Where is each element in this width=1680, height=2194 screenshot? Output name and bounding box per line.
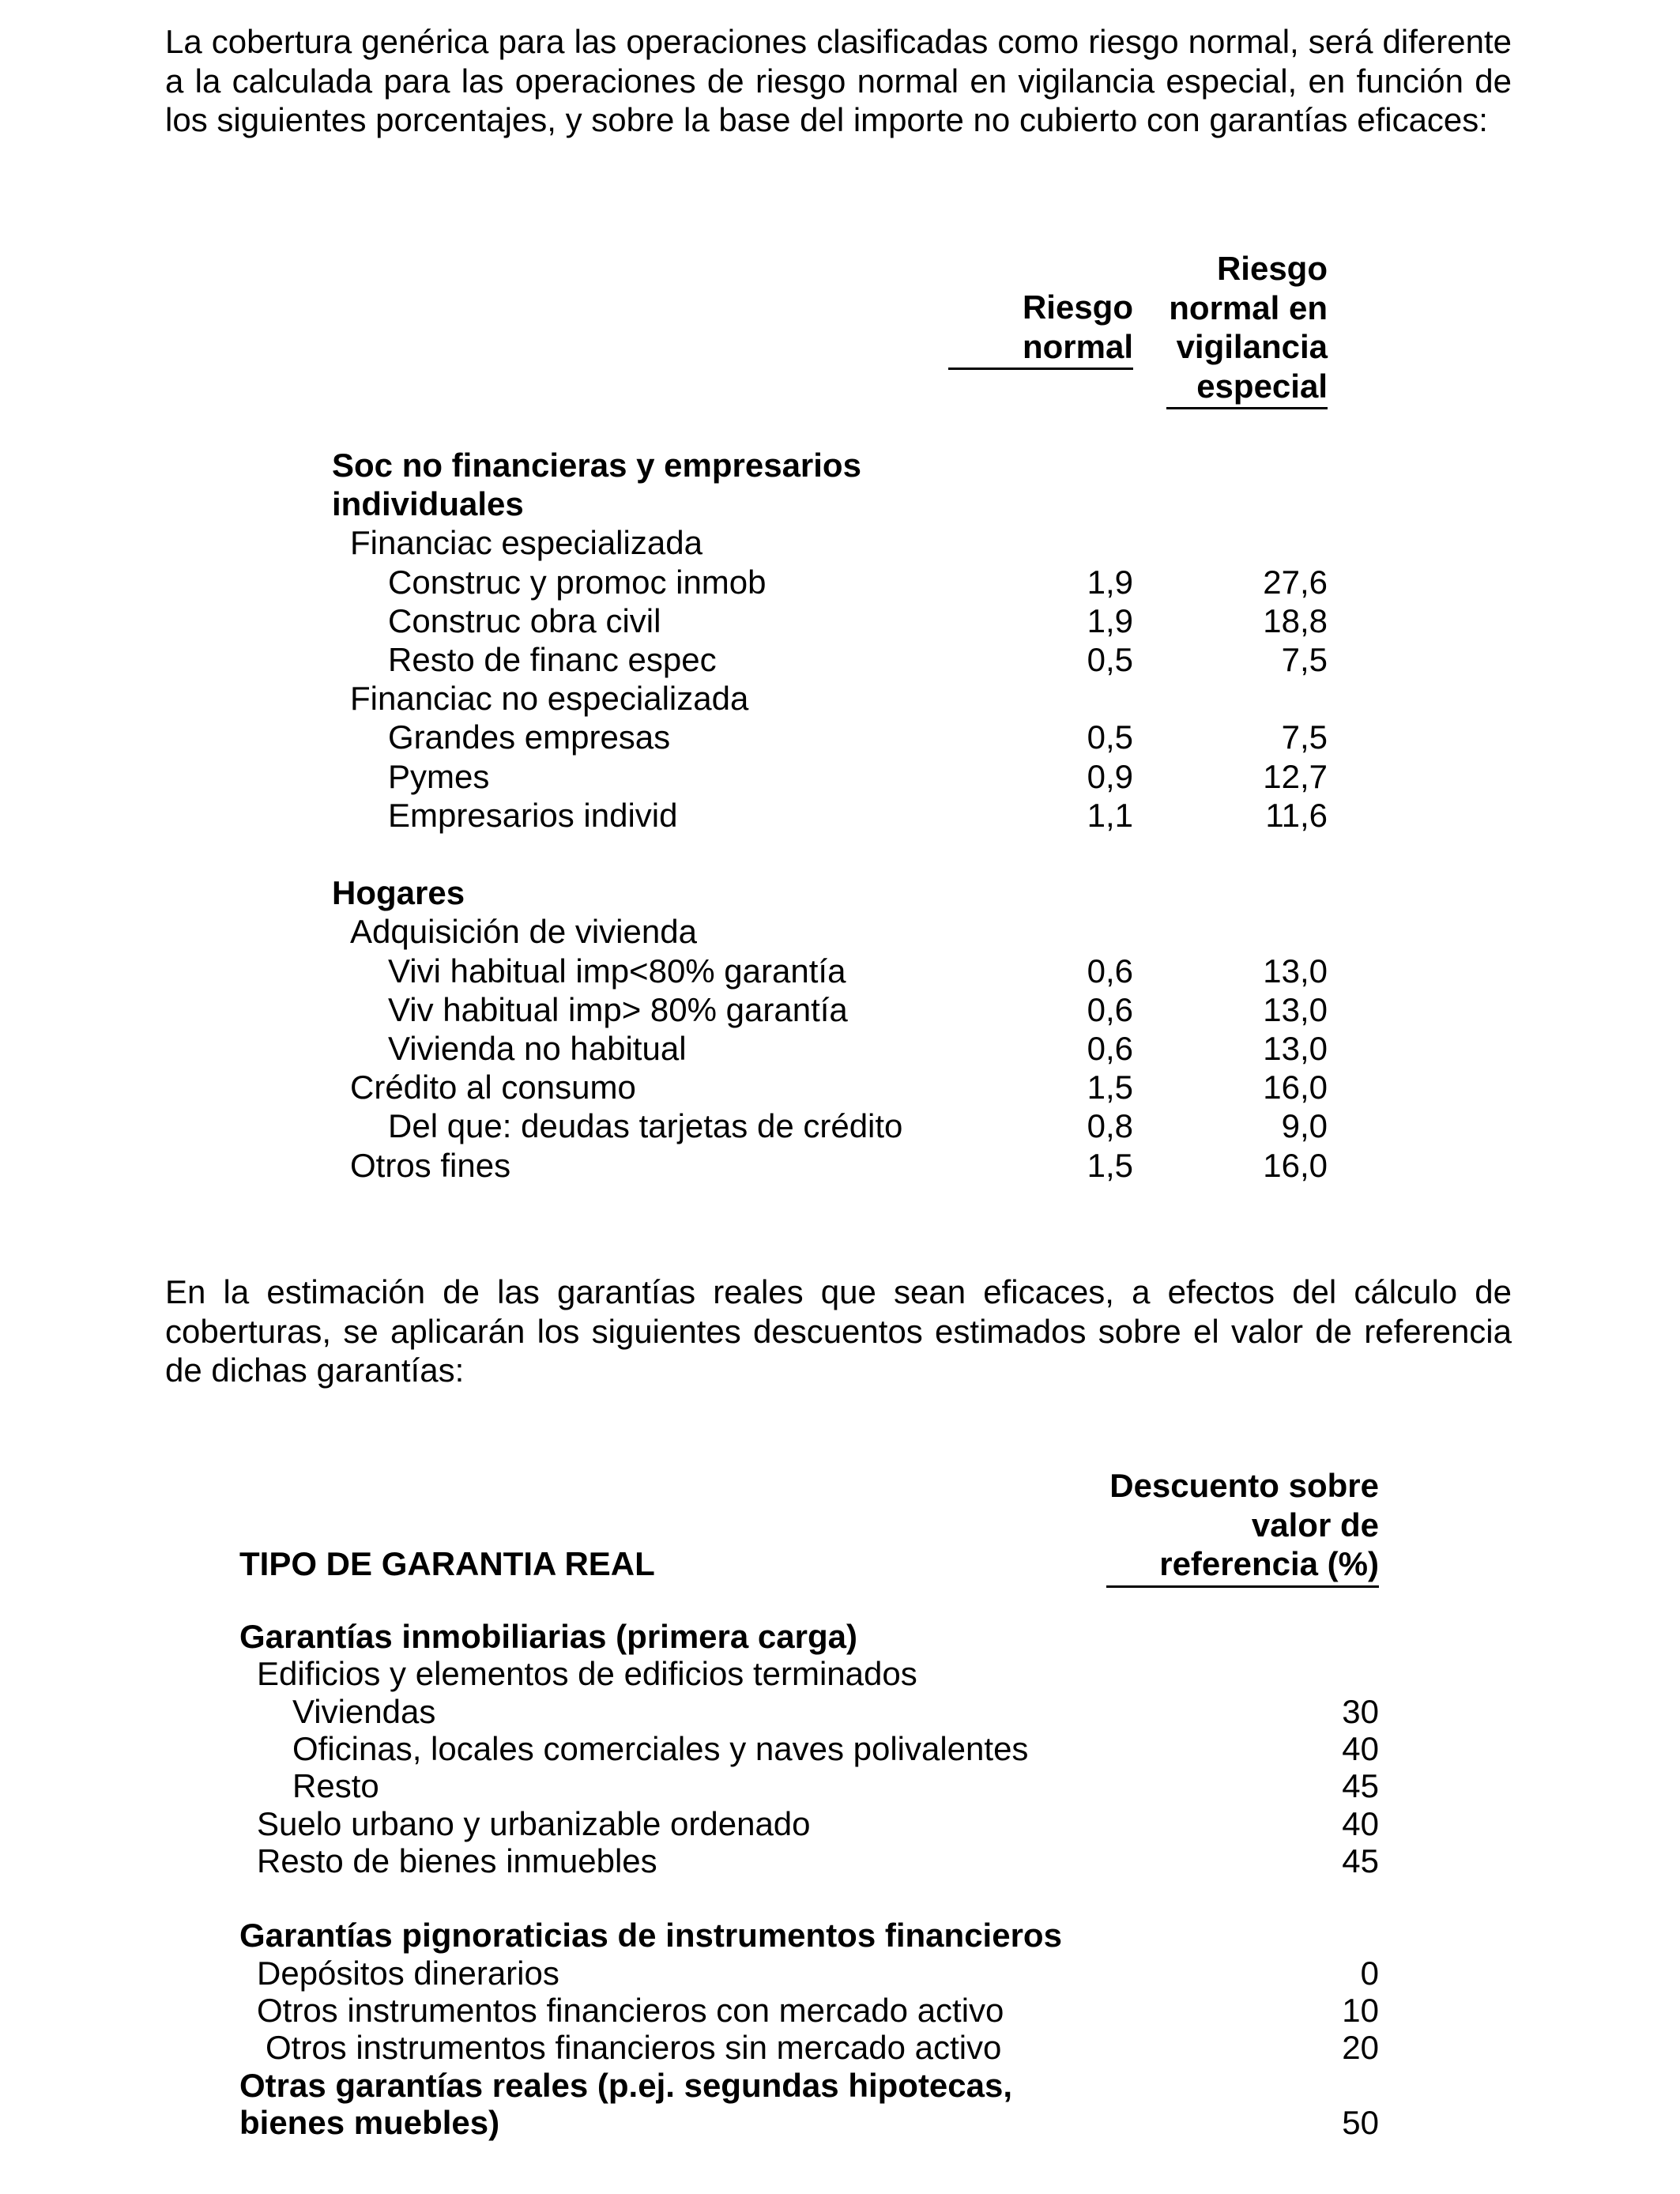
row-label: Adquisición de vivienda bbox=[350, 913, 697, 951]
row-label: Vivi habitual imp<80% garantía bbox=[388, 952, 846, 990]
table-row bbox=[0, 1729, 1680, 1769]
table-row bbox=[0, 1146, 1680, 1186]
table-row bbox=[0, 1991, 1680, 2030]
col-header-riesgo-normal: Riesgo normal bbox=[948, 288, 1133, 370]
value-riesgo-vigilancia: 18,8 bbox=[1263, 601, 1328, 639]
row-label: Viv habitual imp> 80% garantía bbox=[388, 990, 848, 1028]
second-paragraph: En la estimación de las garantías reales que sean eficaces, a efectos del cálculo de coberturas, se aplicarán los siguientes descuentos estimados sobre el valor de referencia de dichas garantías: bbox=[165, 1273, 1512, 1389]
table-row bbox=[0, 1842, 1680, 1881]
table-row bbox=[0, 1879, 1680, 1918]
table-row bbox=[0, 1654, 1680, 1694]
value-descuento: 0 bbox=[1360, 1954, 1379, 1992]
table-row bbox=[0, 952, 1680, 991]
col-header-tipo-garantia bbox=[0, 1544, 1680, 1584]
value-riesgo-vigilancia: 11,6 bbox=[1265, 796, 1328, 834]
value-descuento: 20 bbox=[1342, 2029, 1379, 2067]
value-riesgo-vigilancia: 7,5 bbox=[1281, 641, 1328, 678]
col-header-tipo-garantia-label: TIPO DE GARANTIA REAL bbox=[239, 1545, 655, 1582]
row-label: Del que: deudas tarjetas de crédito bbox=[388, 1107, 903, 1145]
value-riesgo-normal: 0,6 bbox=[1087, 1030, 1133, 1067]
table-row bbox=[0, 1692, 1680, 1732]
row-label: Garantías inmobiliarias (primera carga) bbox=[239, 1618, 857, 1655]
value-descuento: 10 bbox=[1342, 1992, 1379, 2029]
value-riesgo-vigilancia: 27,6 bbox=[1263, 563, 1328, 601]
value-descuento: 30 bbox=[1342, 1692, 1379, 1730]
row-label: Edificios y elementos de edificios terminados bbox=[257, 1655, 917, 1693]
row-label: Soc no financieras y empresarios bbox=[332, 447, 861, 484]
row-label: Otros instrumentos financieros sin mercado activo bbox=[266, 2029, 1002, 2067]
table-row bbox=[0, 835, 1680, 874]
table-row bbox=[0, 1068, 1680, 1107]
col-header-descuento: Descuento sobre valor de referencia (%) bbox=[1106, 1466, 1379, 1588]
table-row bbox=[0, 873, 1680, 913]
row-label: Financiac no especializada bbox=[350, 680, 749, 718]
table-row bbox=[0, 1029, 1680, 1069]
value-riesgo-normal: 0,5 bbox=[1087, 718, 1133, 756]
value-riesgo-vigilancia: 13,0 bbox=[1263, 990, 1328, 1028]
table-row bbox=[0, 1617, 1680, 1657]
value-descuento: 50 bbox=[1342, 2103, 1379, 2141]
value-descuento: 40 bbox=[1342, 1804, 1379, 1842]
value-riesgo-normal: 0,8 bbox=[1087, 1107, 1133, 1145]
table-row bbox=[0, 912, 1680, 952]
table-row bbox=[0, 757, 1680, 797]
row-label: Garantías pignoraticias de instrumentos financieros bbox=[239, 1917, 1062, 1955]
table-row bbox=[0, 718, 1680, 757]
row-label: Resto de bienes inmuebles bbox=[257, 1842, 657, 1879]
row-label: Vivienda no habitual bbox=[388, 1030, 687, 1067]
value-riesgo-normal: 0,9 bbox=[1087, 757, 1133, 795]
guarantee-discount-table bbox=[0, 1454, 1680, 2166]
table-row bbox=[0, 2028, 1680, 2068]
row-label: Construc y promoc inmob bbox=[388, 563, 767, 601]
value-descuento: 45 bbox=[1342, 1767, 1379, 1805]
value-riesgo-normal: 0,6 bbox=[1087, 990, 1133, 1028]
col-header-riesgo-vigilancia: Riesgo normal en vigilancia especial bbox=[1166, 249, 1328, 409]
table-row bbox=[0, 1804, 1680, 1844]
value-riesgo-vigilancia: 16,0 bbox=[1263, 1069, 1328, 1106]
row-label: Pymes bbox=[388, 757, 490, 795]
table-row bbox=[0, 1954, 1680, 1993]
value-riesgo-normal: 1,5 bbox=[1087, 1146, 1133, 1184]
table-row bbox=[0, 446, 1680, 485]
row-label: Suelo urbano y urbanizable ordenado bbox=[257, 1804, 811, 1842]
table-row bbox=[0, 2066, 1680, 2105]
value-riesgo-vigilancia: 7,5 bbox=[1281, 718, 1328, 756]
table-row bbox=[0, 679, 1680, 718]
row-label: Otras garantías reales (p.ej. segundas hipotecas, bbox=[239, 2066, 1013, 2104]
value-riesgo-vigilancia: 9,0 bbox=[1281, 1107, 1328, 1145]
value-riesgo-normal: 0,6 bbox=[1087, 952, 1133, 990]
table-row bbox=[0, 796, 1680, 835]
table-row bbox=[0, 2103, 1680, 2143]
row-label: Viviendas bbox=[292, 1692, 436, 1730]
row-label: individuales bbox=[332, 485, 524, 523]
row-label: Hogares bbox=[332, 874, 465, 912]
value-descuento: 45 bbox=[1342, 1842, 1379, 1879]
value-riesgo-normal: 1,9 bbox=[1087, 601, 1133, 639]
table-row bbox=[0, 990, 1680, 1030]
value-descuento: 40 bbox=[1342, 1729, 1379, 1767]
row-label: Grandes empresas bbox=[388, 718, 671, 756]
table-row bbox=[0, 640, 1680, 680]
table-row bbox=[0, 563, 1680, 602]
table-row bbox=[0, 523, 1680, 563]
row-label: Construc obra civil bbox=[388, 601, 661, 639]
value-riesgo-vigilancia: 13,0 bbox=[1263, 1030, 1328, 1067]
value-riesgo-vigilancia: 16,0 bbox=[1263, 1146, 1328, 1184]
row-label: Otros instrumentos financieros con mercado activo bbox=[257, 1992, 1004, 2029]
value-riesgo-normal: 1,9 bbox=[1087, 563, 1133, 601]
value-riesgo-vigilancia: 13,0 bbox=[1263, 952, 1328, 990]
value-riesgo-vigilancia: 12,7 bbox=[1263, 757, 1328, 795]
value-riesgo-normal: 0,5 bbox=[1087, 641, 1133, 678]
value-riesgo-normal: 1,1 bbox=[1087, 796, 1133, 834]
table-row bbox=[0, 1766, 1680, 1806]
table-row bbox=[0, 1106, 1680, 1146]
row-label: Resto bbox=[292, 1767, 379, 1805]
row-label: Crédito al consumo bbox=[350, 1069, 636, 1106]
row-label: Empresarios individ bbox=[388, 796, 678, 834]
row-label: bienes muebles) bbox=[239, 2103, 500, 2141]
row-label: Depósitos dinerarios bbox=[257, 1954, 559, 1992]
table-row bbox=[0, 484, 1680, 524]
row-label: Financiac especializada bbox=[350, 524, 703, 562]
table-row bbox=[0, 601, 1680, 641]
row-label: Otros fines bbox=[350, 1146, 511, 1184]
table-row bbox=[0, 1916, 1680, 1955]
intro-paragraph: La cobertura genérica para las operaciones clasificadas como riesgo normal, será diferente a la calculada para las operaciones de riesgo normal en vigilancia especial, en función de los siguientes porcentajes, y sobre la base del importe no cubierto con garantías eficaces: bbox=[165, 23, 1512, 138]
row-label: Resto de financ espec bbox=[388, 641, 717, 678]
value-riesgo-normal: 1,5 bbox=[1087, 1069, 1133, 1106]
row-label: Oficinas, locales comerciales y naves polivalentes bbox=[292, 1729, 1029, 1767]
